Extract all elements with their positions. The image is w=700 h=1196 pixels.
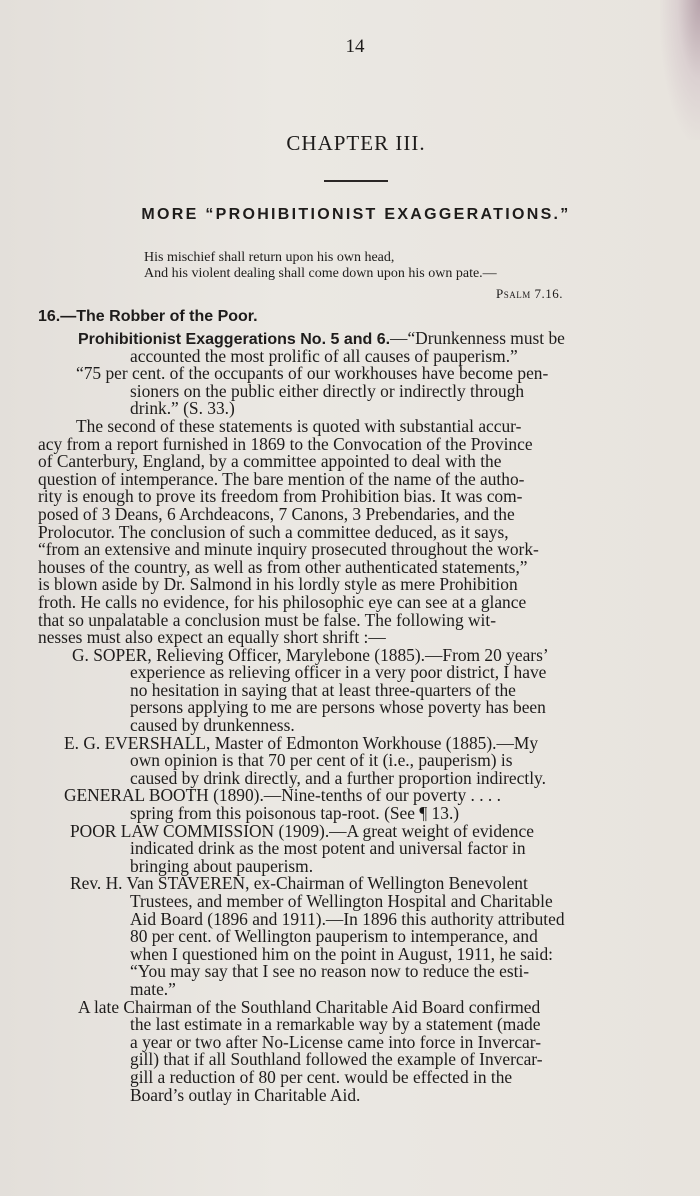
- witness-line: E. G. EVERSHALL, Master of Edmonton Workhouse (1885).—My: [64, 732, 539, 753]
- text-line-content: —“Drunkenness must be: [390, 328, 565, 348]
- witness-line: indicated drink as the most potent and universal factor in: [130, 838, 526, 859]
- witness-line: Trustees, and member of Wellington Hospital and Charitable: [130, 891, 553, 911]
- witness-line: mate.”: [130, 978, 176, 999]
- witness-line: Aid Board (1896 and 1911).—In 1896 this authority attributed: [130, 908, 565, 929]
- text-line: The second of these statements is quoted with substantial accur-: [76, 415, 522, 436]
- exaggeration-label: Prohibitionist Exaggerations No. 5 and 6.: [78, 331, 391, 348]
- text-line: that so unpalatable a conclusion must be false. The following wit-: [38, 609, 497, 630]
- witness-line: caused by drink directly, and a further proportion indirectly.: [130, 767, 546, 788]
- chapter-heading: CHAPTER III.: [286, 131, 426, 155]
- witness-line: Rev. H. Van STAVEREN, ex-Chairman of Wellington Benevolent: [70, 873, 528, 894]
- text-line: froth. He calls no evidence, for his philosophic eye can see at a glance: [38, 591, 527, 612]
- text-line: “from an extensive and minute inquiry prosecuted throughout the work-: [38, 539, 539, 560]
- page-number: 14: [345, 36, 365, 57]
- witness-line: no hesitation in saying that at least three-quarters of the: [130, 679, 516, 700]
- witness-line: own opinion is that 70 per cent of it (i.e., pauperism) is: [130, 750, 513, 771]
- text-line: A late Chairman of the Southland Charitable Aid Board confirmed: [78, 996, 541, 1017]
- text-line: “75 per cent. of the occupants of our workhouses have become pen-: [76, 363, 549, 384]
- text-line: houses of the country, as well as from other authenticated statements,”: [38, 556, 528, 577]
- text-line: gill) that if all Southland followed the example of Invercar-: [130, 1049, 543, 1070]
- text-line: accounted the most prolific of all causes of pauperism.”: [130, 345, 518, 366]
- text-line: drink.” (S. 33.): [130, 398, 235, 419]
- text-line: is blown aside by Dr. Salmond in his lordly style as mere Prohibition: [38, 574, 518, 595]
- text-line: question of intemperance. The bare mention of the name of the autho-: [38, 468, 525, 489]
- witness-line: experience as relieving officer in a very poor district, I have: [130, 662, 547, 683]
- body-text: [38, 330, 670, 1104]
- epigraph-source: Psalm 7.16.: [496, 286, 563, 301]
- witness-line: caused by drunkenness.: [130, 715, 295, 736]
- text-line: a year or two after No-License came into force in Invercar-: [130, 1031, 542, 1052]
- text-line: the last estimate in a remarkable way by a statement (made: [130, 1014, 541, 1035]
- text-line: nesses must also expect an equally short shrift :—: [38, 627, 386, 648]
- witness-line: spring from this poisonous tap-root. (See ¶ 13.): [130, 803, 460, 824]
- chapter-title: MORE “PROHIBITIONIST EXAGGERATIONS.”: [141, 206, 571, 223]
- witness-line: G. SOPER, Relieving Officer, Marylebone (1885).—From 20 years’: [72, 644, 549, 665]
- witness-line: persons applying to me are persons whose poverty has been: [130, 697, 546, 718]
- page-edge-shadow: [660, 0, 700, 140]
- witness-line: bringing about pauperism.: [130, 855, 314, 876]
- witness-line: 80 per cent. of Wellington pauperism to intemperance, and: [130, 926, 538, 947]
- chapter-rule: [324, 180, 388, 182]
- text-line: Board’s outlay in Charitable Aid.: [130, 1084, 361, 1105]
- text-line: [38, 330, 670, 348]
- text-line: gill a reduction of 80 per cent. would be effected in the: [130, 1066, 513, 1087]
- witness-line: GENERAL BOOTH (1890).—Nine-tenths of our poverty . . . .: [64, 785, 501, 806]
- epigraph-line-1: His mischief shall return upon his own head,: [144, 250, 395, 265]
- epigraph-line-2: And his violent dealing shall come down upon his own pate.—: [144, 266, 497, 281]
- text-line: of Canterbury, England, by a committee appointed to deal with the: [38, 451, 502, 472]
- text-line: acy from a report furnished in 1869 to the Convocation of the Province: [38, 433, 533, 454]
- text-line: rity is enough to prove its freedom from Prohibition bias. It was com-: [38, 486, 523, 507]
- text-line: posed of 3 Deans, 6 Archdeacons, 7 Canons, 3 Prebendaries, and the: [38, 503, 515, 524]
- witness-line: “You may say that I see no reason now to reduce the esti-: [130, 961, 530, 982]
- text-line: Prolocutor. The conclusion of such a committee deduced, as it says,: [38, 521, 509, 542]
- section-heading: 16.—The Robber of the Poor.: [38, 308, 258, 325]
- witness-line: POOR LAW COMMISSION (1909).—A great weight of evidence: [70, 820, 534, 841]
- witness-line: when I questioned him on the point in August, 1911, he said:: [130, 943, 553, 964]
- text-line: sioners on the public either directly or indirectly through: [130, 380, 525, 401]
